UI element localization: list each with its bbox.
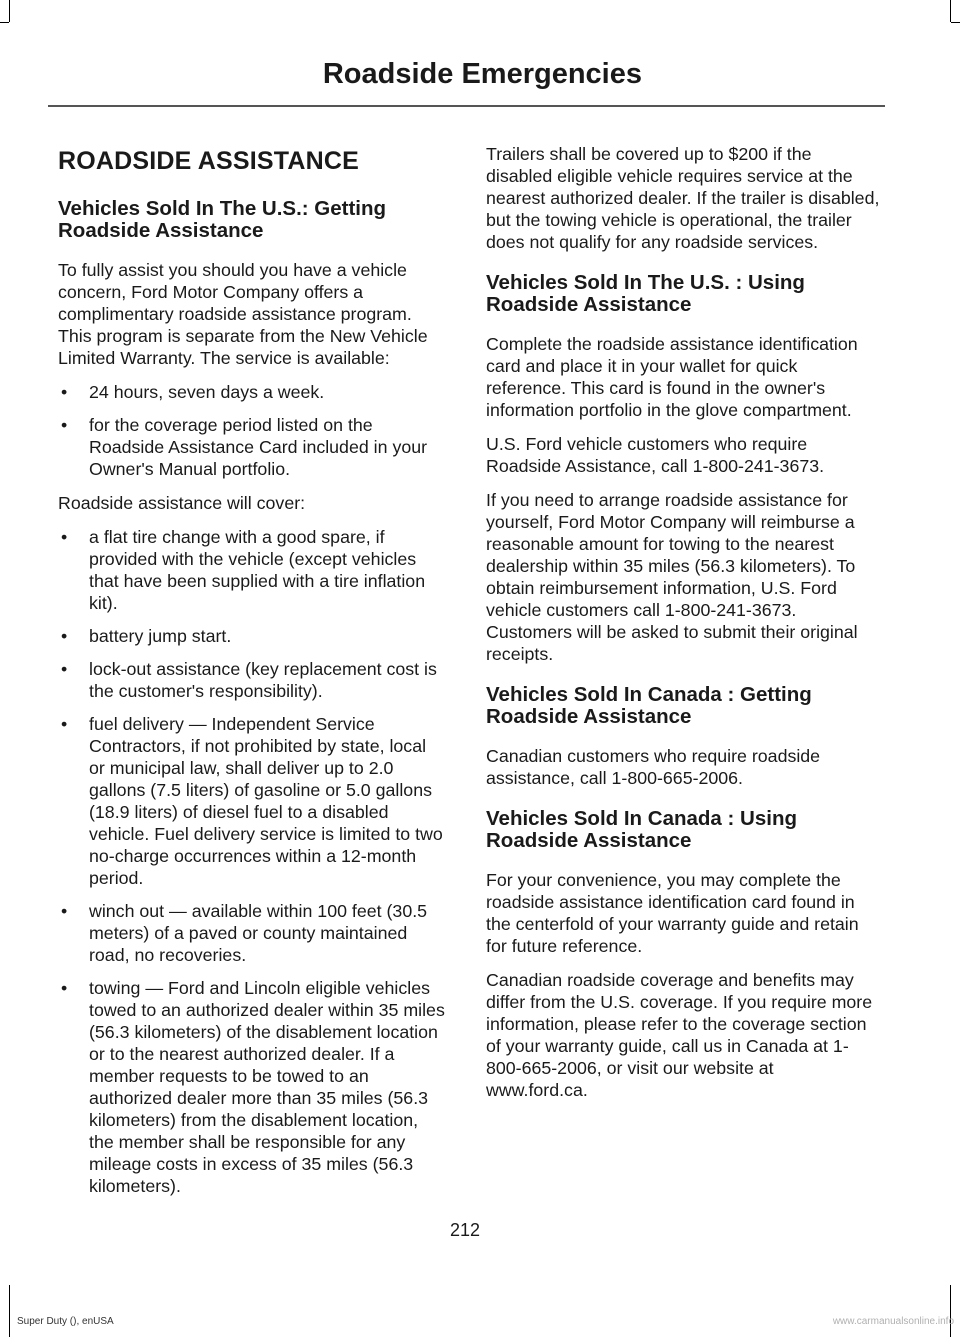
page-header-title: Roadside Emergencies <box>322 58 642 90</box>
list-item: • lock-out assistance (key replacement cost is the customer's responsibility). <box>61 659 437 701</box>
right-column <box>486 143 880 1113</box>
list-item: • a flat tire change with a good spare, if provided with the vehicle (except vehicles that have been supplied with a tire inflation kit). <box>61 527 426 613</box>
header-divider <box>48 105 885 107</box>
section-title: ROADSIDE ASSISTANCE <box>58 147 360 175</box>
paragraph: Canadian customers who require roadside assistance, call 1-800-665-2006. <box>486 746 821 788</box>
list-item: • for the coverage period listed on the Roadside Assistance Card included in your Owner's Manual portfolio. <box>61 415 428 479</box>
paragraph: For your convenience, you may complete the roadside assistance identification card found in the centerfold of your warranty guide and retain for future reference. <box>486 870 859 956</box>
crop-mark <box>9 1285 10 1337</box>
list-item: • fuel delivery — Independent Service Contractors, if not prohibited by state, local or municipal law, shall deliver up to 2.0 gallons (7.5 liters) of gasoline or 5.0 gallons (18.9 liters) of diesel fuel to a disabled vehicle. Fuel delivery service is limited to two no-charge occurrences within a 12-month period. <box>61 714 443 888</box>
heading-canada-using: Vehicles Sold In Canada : Using Roadside Assistance <box>486 807 797 852</box>
paragraph: If you need to arrange roadside assistance for yourself, Ford Motor Company will reimburse a reasonable amount for towing to the nearest dealership within 35 miles (56.3 kilometers). To obtain reimbursement information, U.S. Ford vehicle customers call 1-800-241-3673. Customers will be asked to submit their original receipts. <box>486 490 858 664</box>
list-item: • towing — Ford and Lincoln eligible vehicles towed to an authorized dealer within 35 miles (56.3 kilometers) of the disablement location or to the nearest authorized dealer. If a member requests to be towed to an authorized dealer more than 35 miles (56.3 kilometers) from the disablement location, the member shall be responsible for any mileage costs in excess of 35 miles (56.3 kilometers). <box>61 978 445 1196</box>
list-item: • battery jump start. <box>61 626 232 646</box>
bullet-icon: • <box>61 626 68 646</box>
heading-us-using: Vehicles Sold In The U.S. : Using Roadside Assistance <box>486 271 805 316</box>
page-number: 212 <box>449 1220 481 1240</box>
footer-watermark: www.carmanualsonline.info <box>832 1316 954 1327</box>
list-item: • 24 hours, seven days a week. <box>61 382 325 402</box>
bullet-icon: • <box>61 978 68 998</box>
bullet-icon: • <box>61 714 68 734</box>
crop-mark <box>0 22 9 23</box>
list-item: • winch out — available within 100 feet (30.5 meters) of a paved or county maintained road, no recoveries. <box>61 901 428 965</box>
coverage-intro: Roadside assistance will cover: <box>58 493 306 513</box>
crop-mark <box>951 22 960 23</box>
bullet-icon: • <box>61 415 68 435</box>
bullet-icon: • <box>61 527 68 547</box>
crop-mark <box>950 0 951 22</box>
footer-edition: Super Duty (), enUSA <box>17 1316 114 1327</box>
crop-mark <box>9 0 10 22</box>
bullet-icon: • <box>61 901 68 921</box>
heading-canada-getting: Vehicles Sold In Canada : Getting Roadside Assistance <box>486 683 812 728</box>
bullet-icon: • <box>61 659 68 679</box>
intro-paragraph: To fully assist you should you have a vehicle concern, Ford Motor Company offers a complimentary roadside assistance program. This program is separate from the New Vehicle Limited Warranty. The service is available: <box>58 260 428 368</box>
paragraph: Canadian roadside coverage and benefits may differ from the U.S. coverage. If you require more information, please refer to the coverage section of your warranty guide, call us in Canada at 1-800-665-2006, or visit our website at www.ford.ca. <box>486 970 873 1100</box>
crop-mark <box>950 1285 951 1337</box>
availability-list <box>58 381 446 480</box>
paragraph: U.S. Ford vehicle customers who require Roadside Assistance, call 1-800-241-3673. <box>486 434 825 476</box>
trailers-paragraph: Trailers shall be covered up to $200 if the disabled eligible vehicle requires service at the nearest authorized dealer. If the trailer is disabled, but the towing vehicle is operational, the trailer does not qualify for any roadside services. <box>486 144 880 252</box>
left-column <box>58 145 446 1209</box>
bullet-icon: • <box>61 382 68 402</box>
paragraph: Complete the roadside assistance identification card and place it in your wallet for quick reference. This card is found in the owner's information portfolio in the glove compartment. <box>486 334 858 420</box>
heading-us-getting: Vehicles Sold In The U.S.: Getting Roadside Assistance <box>58 197 387 242</box>
coverage-list <box>58 526 446 1197</box>
